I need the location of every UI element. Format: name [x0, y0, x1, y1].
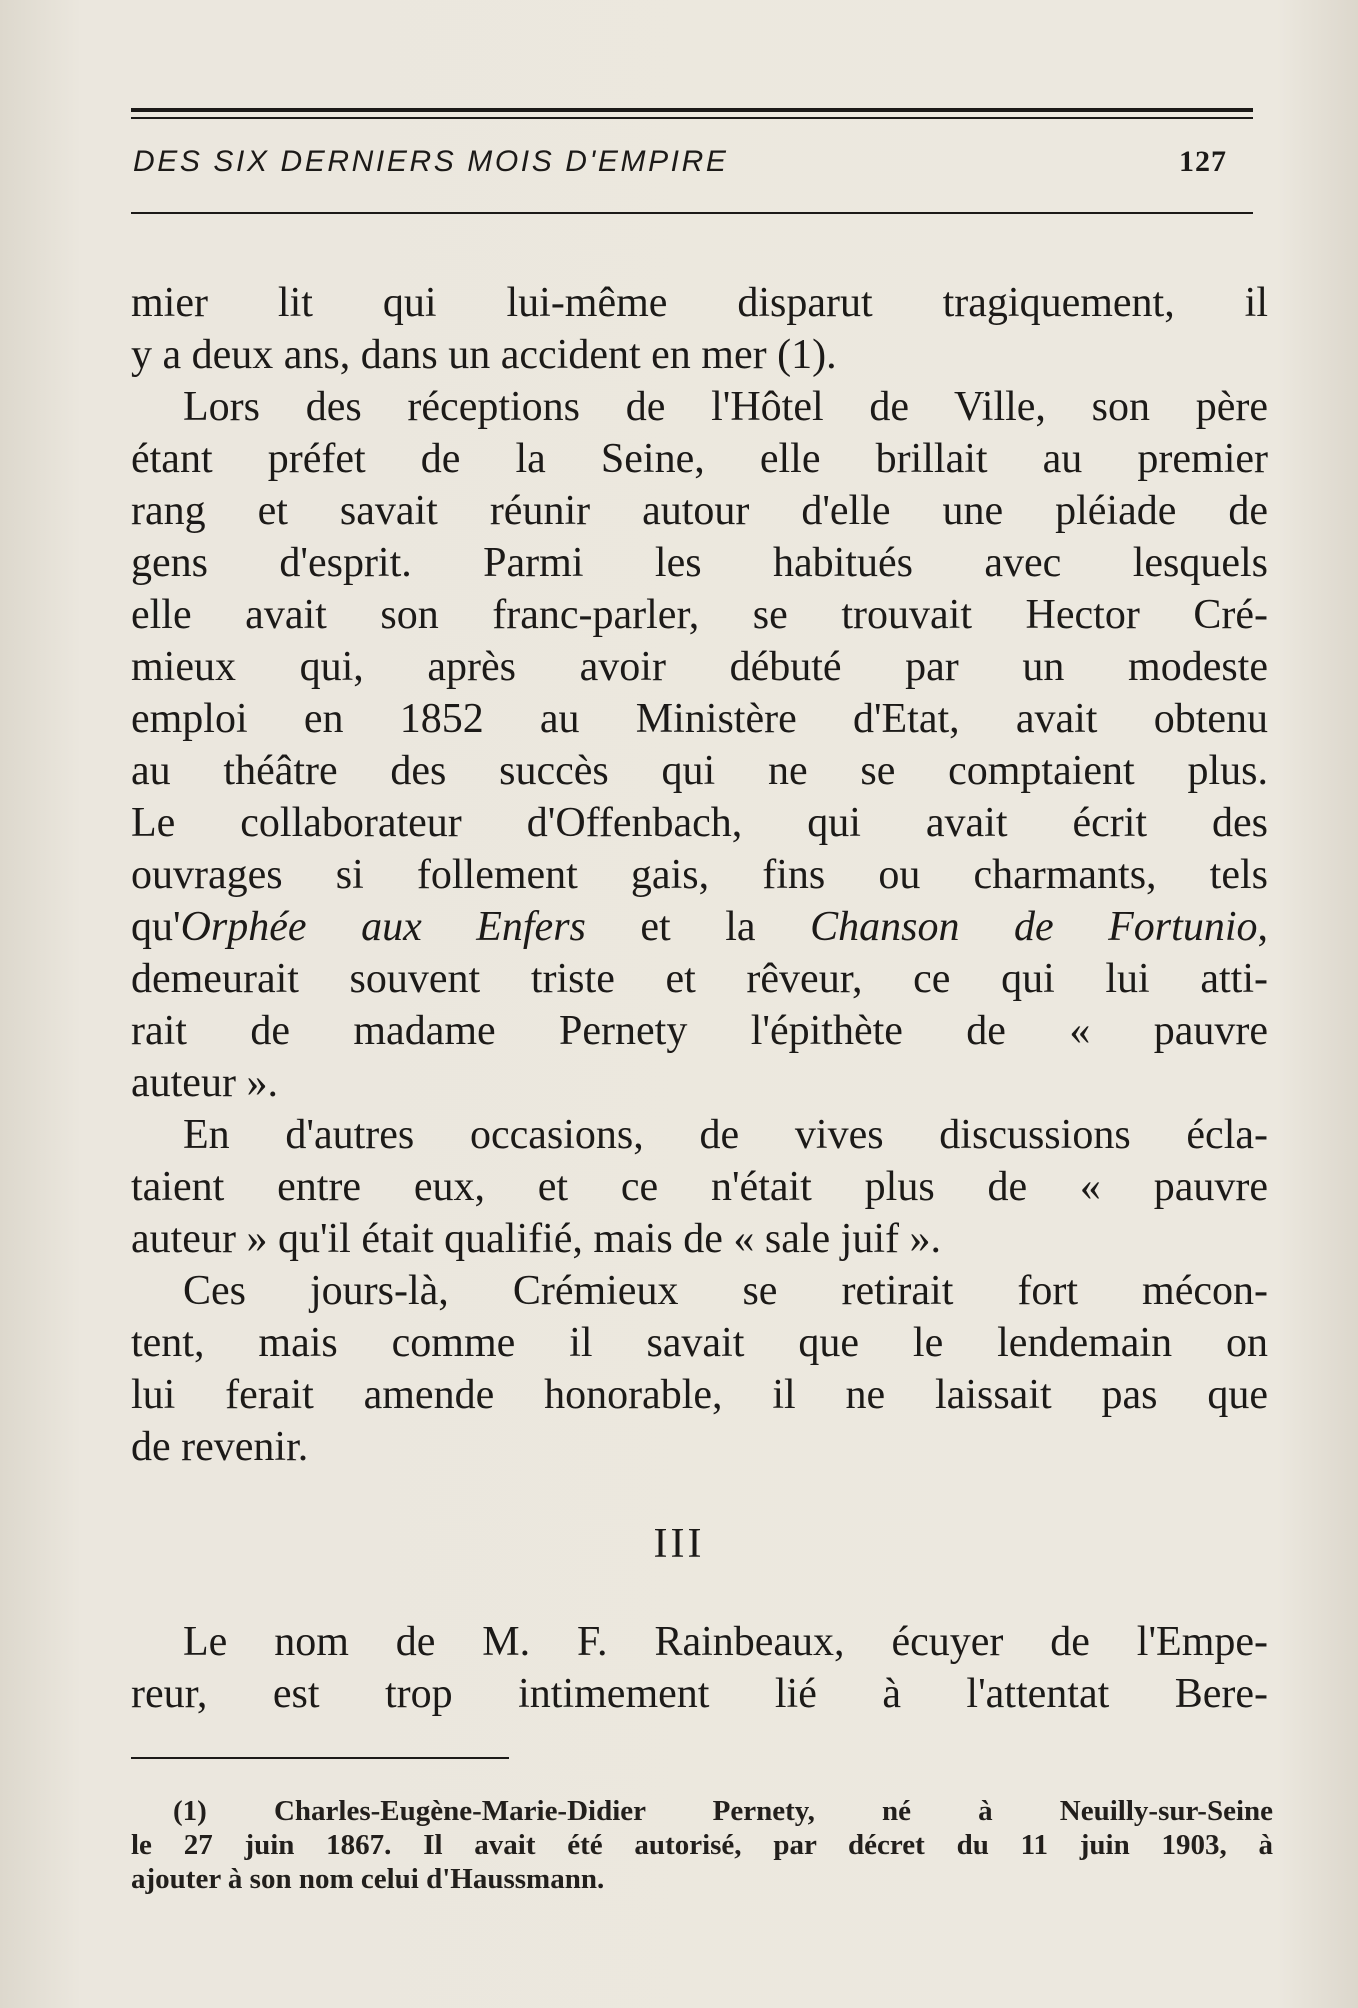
text-line: taient entre eux, et ce n'était plus de « pauvre	[131, 1164, 1268, 1210]
footnote-line: (1) Charles-Eugène-Marie-Didier Pernety, né à Neuilly-sur-Seine	[173, 1795, 1273, 1827]
text-line: mier lit qui lui-même disparut tragiquement, il	[131, 280, 1268, 326]
header-double-rule-thin	[131, 117, 1253, 119]
text-line: gens d'esprit. Parmi les habitués avec lesquels	[131, 540, 1268, 586]
text-line: demeurait souvent triste et rêveur, ce qui lui atti-	[131, 956, 1268, 1002]
main-text-section-3	[131, 1616, 1268, 1720]
text-fragment: ,	[1257, 904, 1268, 950]
main-text	[131, 277, 1268, 1473]
text-line: tent, mais comme il savait que le lendemain on	[131, 1320, 1268, 1366]
footnote-line: le 27 juin 1867. Il avait été autorisé, par décret du 11 juin 1903, à	[131, 1829, 1273, 1861]
text-line: auteur ».	[131, 1060, 278, 1106]
text-line: Ces jours-là, Crémieux se retirait fort mécon-	[183, 1268, 1268, 1314]
text-line: rang et savait réunir autour d'elle une pléiade de	[131, 488, 1268, 534]
running-title: DES SIX DERNIERS MOIS D'EMPIRE	[133, 145, 729, 178]
paragraph-continuation	[131, 277, 1268, 381]
work-title-chanson: Chanson de Fortunio	[810, 904, 1258, 950]
text-line: étant préfet de la Seine, elle brillait au premier	[131, 436, 1268, 482]
page-number: 127	[1179, 145, 1227, 178]
paragraph-cremieux	[131, 1265, 1268, 1473]
section-heading: III	[653, 1521, 705, 1567]
running-header	[131, 140, 1253, 184]
text-line: auteur » qu'il était qualifié, mais de « sale juif ».	[131, 1216, 941, 1262]
footnote-line: ajouter à son nom celui d'Haussmann.	[131, 1863, 605, 1895]
text-line: y a deux ans, dans un accident en mer (1).	[131, 332, 837, 378]
text-line: elle avait son franc-parler, se trouvait Hector Cré-	[131, 592, 1268, 638]
text-line: En d'autres occasions, de vives discussions écla-	[183, 1112, 1268, 1158]
text-line: Lors des réceptions de l'Hôtel de Ville, son père	[183, 384, 1268, 430]
text-fragment: et la	[585, 904, 811, 950]
text-fragment: qu'	[131, 904, 181, 950]
text-line: Le collaborateur d'Offenbach, qui avait écrit des	[131, 800, 1268, 846]
text-line-with-titles	[131, 901, 1268, 953]
paragraph-receptions	[131, 381, 1268, 1109]
footnote-separator	[131, 1757, 509, 1759]
header-double-rule-thick	[131, 108, 1253, 112]
text-line: reur, est trop intimement lié à l'attentat Bere-	[131, 1671, 1268, 1717]
text-line: Le nom de M. F. Rainbeaux, écuyer de l'Empe-	[183, 1619, 1268, 1665]
footnote	[131, 1794, 1273, 1896]
text-line: emploi en 1852 au Ministère d'Etat, avait obtenu	[131, 696, 1268, 742]
text-line: de revenir.	[131, 1424, 309, 1470]
text-line: ouvrages si follement gais, fins ou charmants, tels	[131, 852, 1268, 898]
text-line: mieux qui, après avoir débuté par un modeste	[131, 644, 1268, 690]
text-line: lui ferait amende honorable, il ne laissait pas que	[131, 1372, 1268, 1418]
text-line: rait de madame Pernety l'épithète de « pauvre	[131, 1008, 1268, 1054]
work-title-orphee: Orphée aux Enfers	[180, 904, 586, 950]
text-line: au théâtre des succès qui ne se comptaient plus.	[131, 748, 1268, 794]
header-bottom-rule	[131, 212, 1253, 214]
paragraph-discussions	[131, 1109, 1268, 1265]
